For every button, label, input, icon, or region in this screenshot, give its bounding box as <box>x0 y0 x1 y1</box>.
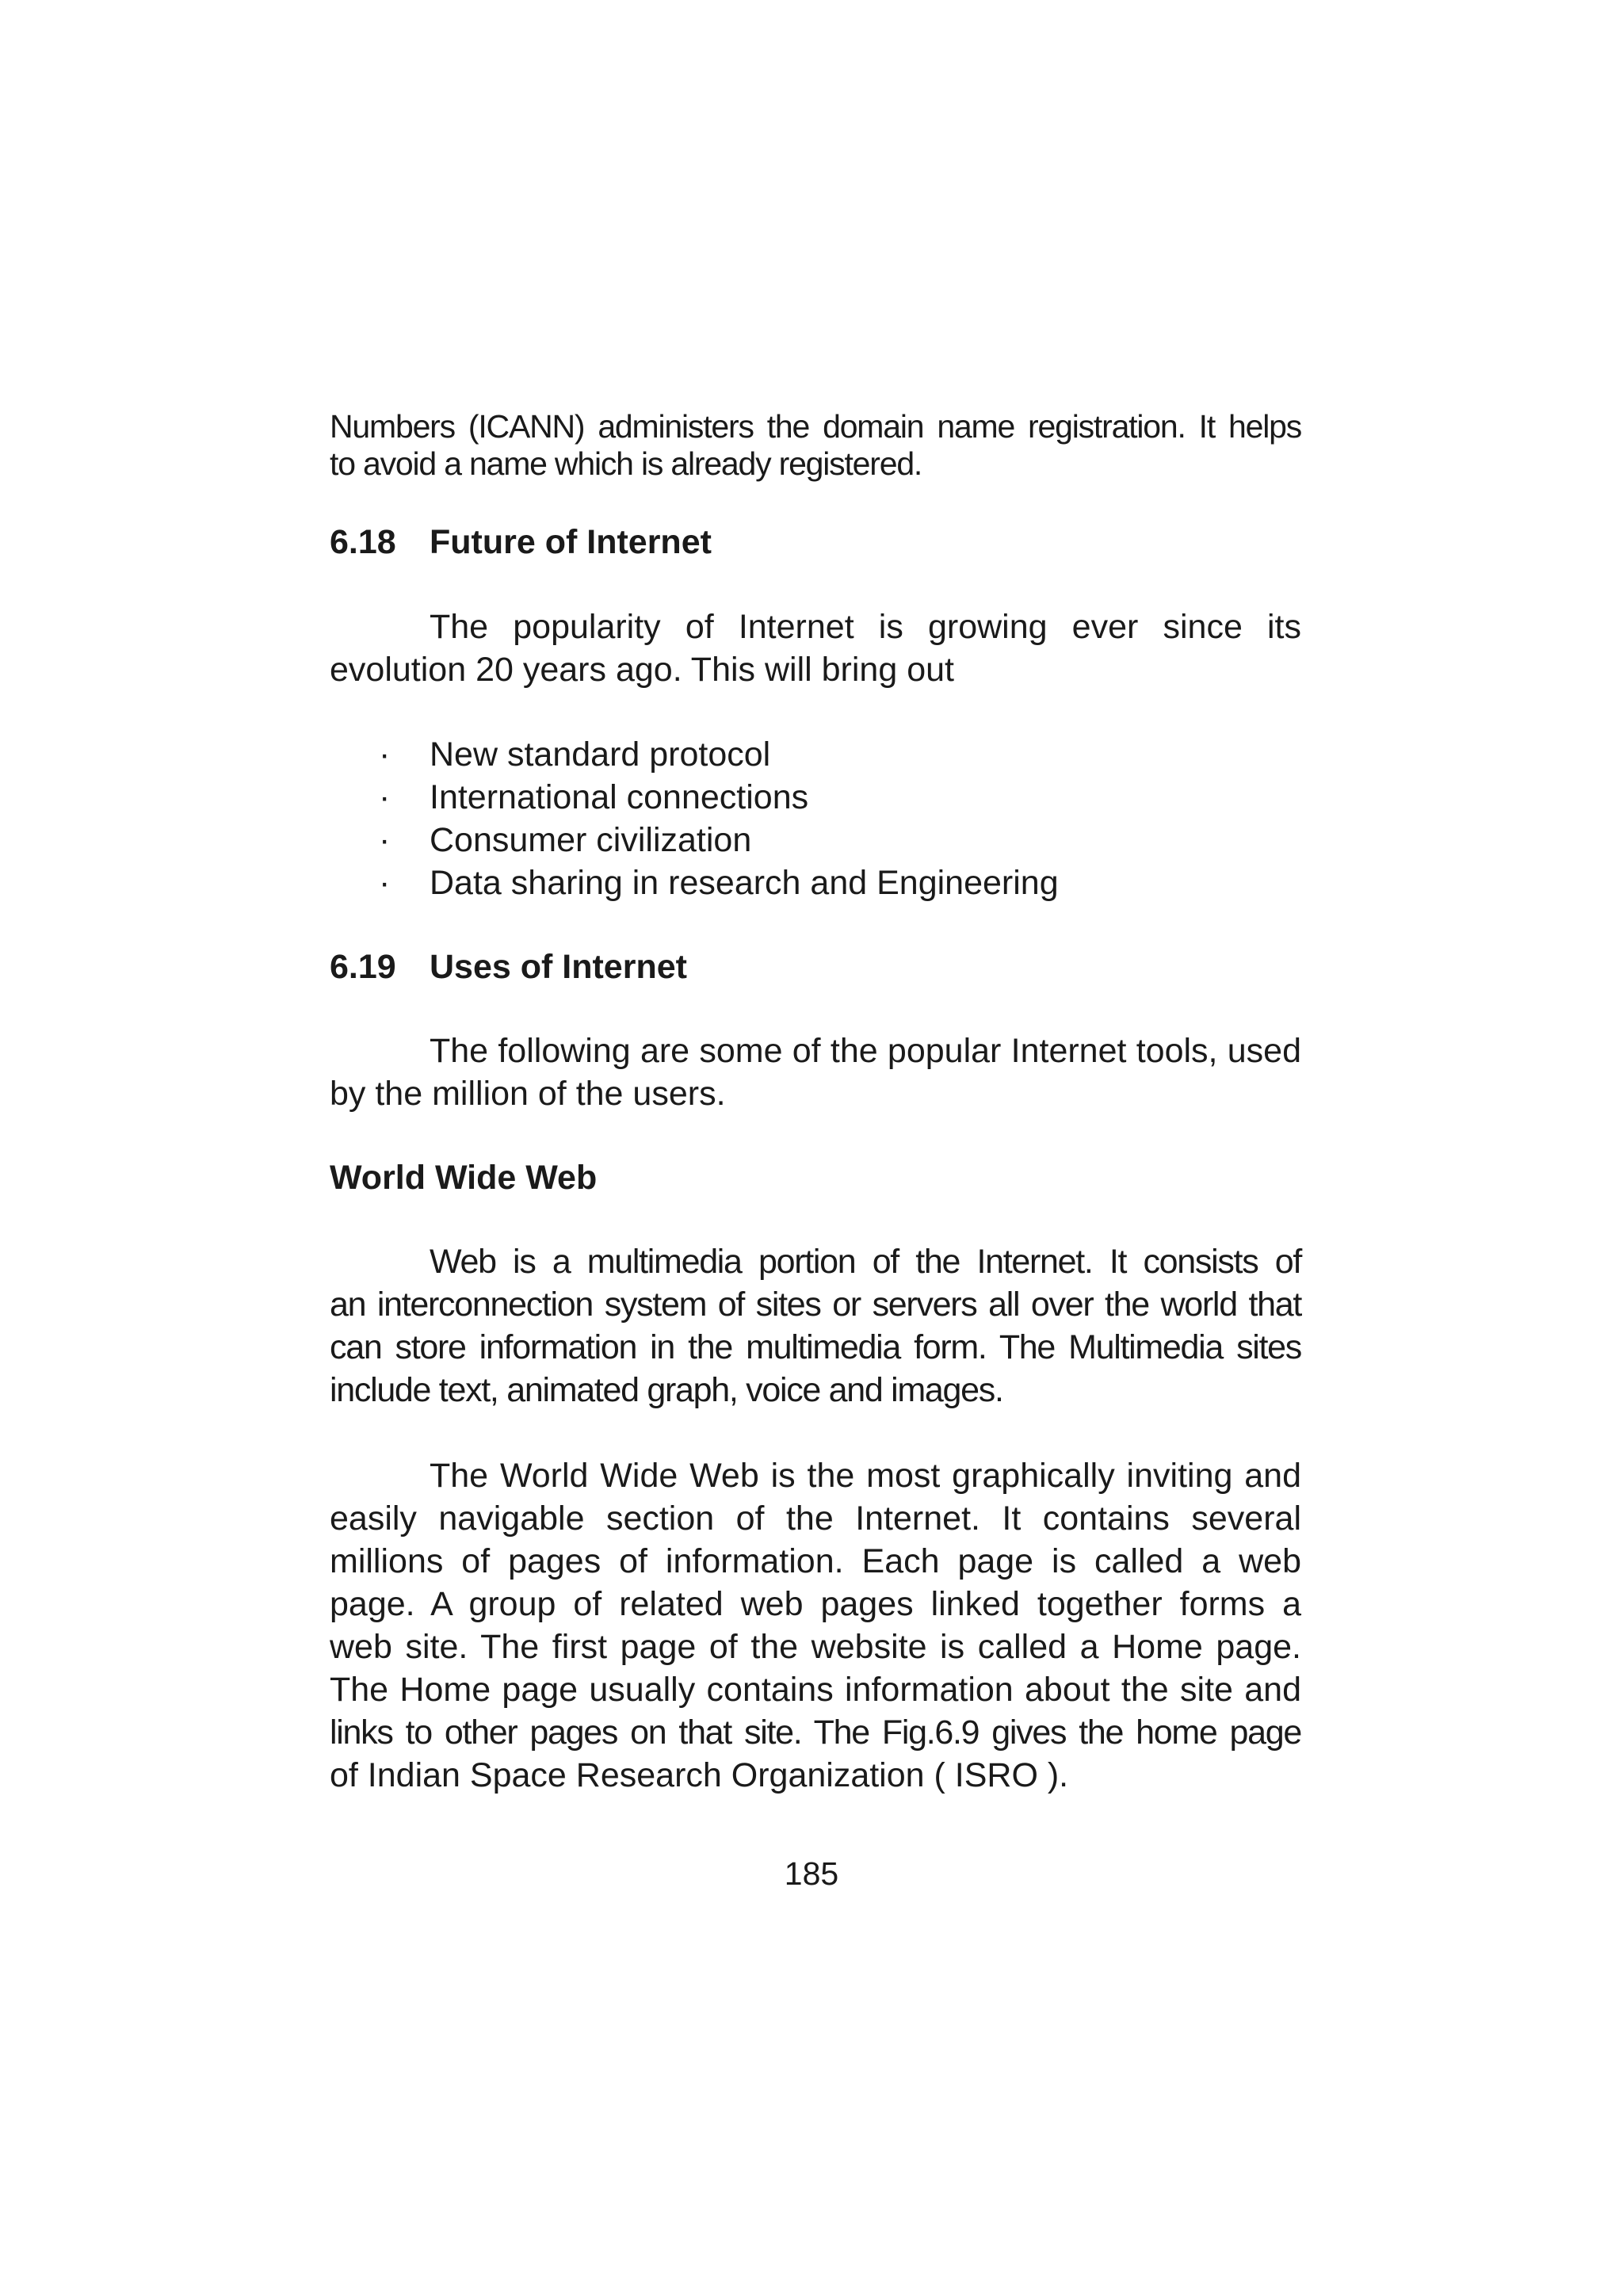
bullet-icon: · <box>379 735 391 774</box>
paragraph-line: an interconnection system of sites or servers all over the world that <box>330 1286 1301 1324</box>
bullet-icon: · <box>379 821 391 859</box>
paragraph-line: Web is a multimedia portion of the Internet. It consists of <box>430 1243 1301 1281</box>
intro-line: Numbers (ICANN) administers the domain name registration. It helps <box>330 408 1301 445</box>
paragraph-line: of Indian Space Research Organization ( ISRO ). <box>330 1756 1069 1794</box>
paragraph-line: The Home page usually contains information about the site and <box>330 1671 1301 1709</box>
paragraph-line: links to other pages on that site. The Fig.6.9 gives the home page <box>330 1713 1301 1752</box>
paragraph-line: page. A group of related web pages linked together forms a <box>330 1585 1301 1623</box>
paragraph-line: millions of pages of information. Each page is called a web <box>330 1542 1301 1580</box>
section-heading-6-18 <box>330 522 1301 562</box>
section-title: Uses of Internet <box>430 948 687 986</box>
paragraph-line: The following are some of the popular Internet tools, used <box>430 1032 1301 1070</box>
bullet-icon: · <box>379 778 391 816</box>
list-item <box>330 819 1301 861</box>
future-bullet-list <box>330 733 1301 904</box>
list-item-text: International connections <box>430 778 809 816</box>
page-content <box>330 408 1301 1797</box>
paragraph-line: easily navigable section of the Internet. It contains several <box>330 1499 1301 1538</box>
list-item-text: New standard protocol <box>430 735 771 774</box>
uses-paragraph <box>330 1030 1301 1115</box>
www-paragraph-1 <box>330 1240 1301 1412</box>
section-number: 6.19 <box>330 948 396 986</box>
section-title: Future of Internet <box>430 523 712 561</box>
paragraph-line: evolution 20 years ago. This will bring out <box>330 651 954 689</box>
list-item-text: Data sharing in research and Engineering <box>430 864 1059 902</box>
www-paragraph-2 <box>330 1454 1301 1797</box>
intro-line: to avoid a name which is already registered. <box>330 445 922 482</box>
paragraph-line: by the million of the users. <box>330 1075 726 1113</box>
section-number: 6.18 <box>330 523 396 561</box>
future-paragraph <box>330 606 1301 691</box>
section-heading-6-19 <box>330 947 1301 987</box>
paragraph-line: include text, animated graph, voice and images. <box>330 1371 1003 1409</box>
paragraph-line: can store information in the multimedia form. The Multimedia sites <box>330 1328 1301 1366</box>
list-item <box>330 733 1301 776</box>
bullet-icon: · <box>379 864 391 902</box>
paragraph-line: web site. The first page of the website is called a Home page. <box>330 1628 1301 1666</box>
www-heading: World Wide Web <box>330 1159 598 1197</box>
list-item <box>330 776 1301 819</box>
list-item-text: Consumer civilization <box>430 821 752 859</box>
page-number: 185 <box>784 1855 839 1892</box>
paragraph-line: The popularity of Internet is growing ever since its <box>430 608 1301 646</box>
list-item <box>330 861 1301 904</box>
intro-paragraph <box>330 408 1301 483</box>
paragraph-line: The World Wide Web is the most graphically inviting and <box>430 1457 1301 1495</box>
